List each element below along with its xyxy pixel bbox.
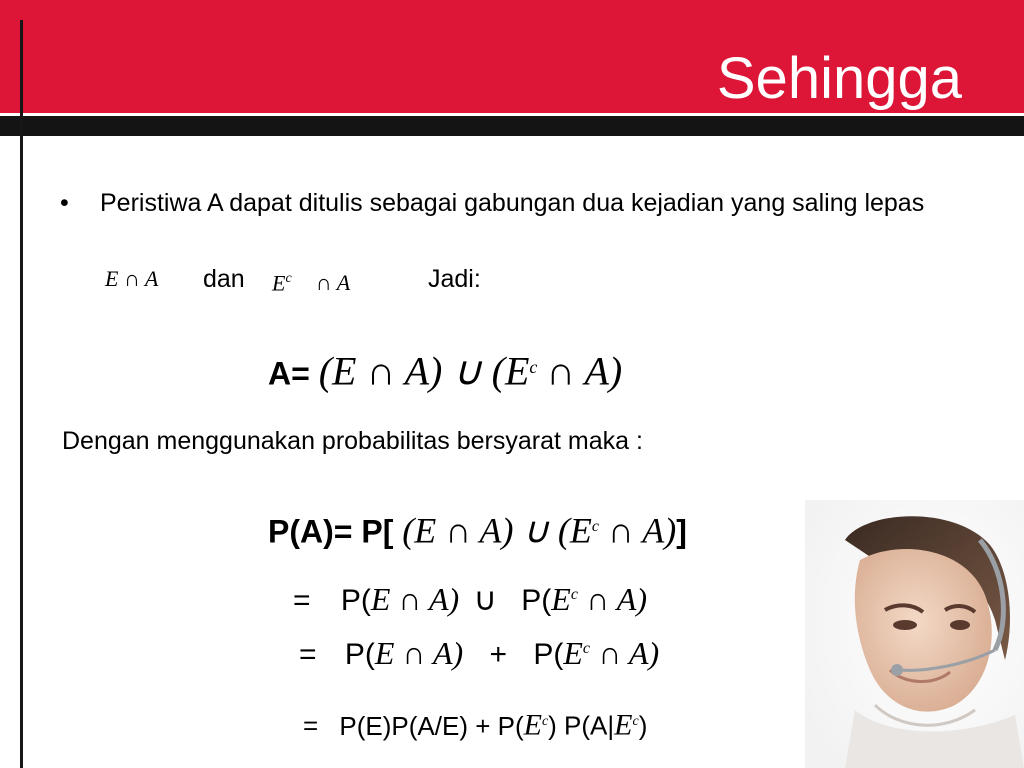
eq3-p2: P( (533, 638, 564, 671)
bullet-text: Peristiwa A dapat ditulis sebagai gabungan dua kejadian yang saling lepas (100, 189, 925, 217)
expr-ec-intersect-a (272, 262, 350, 296)
eq2-e2: E (551, 581, 571, 617)
eq3-e1: E ∩ A) (374, 635, 464, 671)
eq3-p1: P( (344, 638, 375, 671)
eq1-sup: c (591, 518, 599, 535)
eq3-plus: + (489, 638, 508, 671)
expr2-base: E (272, 270, 286, 296)
eq4-end: ) (638, 710, 648, 741)
bullet-dot: • (60, 189, 69, 217)
eq-a-end: ∩ A) (546, 348, 623, 394)
expr2-rest: ∩ A (315, 270, 351, 296)
eq3-end: ∩ A) (598, 635, 660, 671)
expr1-text: E ∩ A (105, 266, 159, 291)
eq2-e1: E ∩ A) (370, 581, 460, 617)
jadi-label: Jadi: (428, 265, 481, 293)
eq2-end: ∩ A) (586, 581, 647, 617)
equation-a (268, 342, 622, 399)
headset-agent-portrait (805, 500, 1024, 768)
eq2-p2: P( (521, 584, 552, 617)
expr-e-intersect-a (105, 262, 158, 296)
eq4-equals: = (303, 710, 319, 741)
header-black-rule (0, 116, 1024, 136)
eq-a-label: A= (268, 355, 310, 392)
expr2-sup: c (285, 271, 292, 286)
eq-a-sup: c (529, 357, 538, 377)
eq4-e2: E (614, 708, 633, 742)
eq1-expr: (E ∩ A) ∪ (E (402, 510, 592, 551)
eq4-lead: P(E)P(A/E) + P( (339, 710, 524, 741)
eq3-e2: E (563, 635, 583, 671)
equation-3 (299, 626, 659, 678)
equation-1 (268, 502, 687, 557)
eq2-sup: c (570, 586, 578, 603)
eq1-end: ∩ A) (607, 510, 677, 551)
dan-label: dan (203, 265, 245, 293)
eq1-label: P(A)= P[ (268, 513, 394, 550)
eq3-equals: = (299, 638, 317, 671)
equation-4 (303, 700, 647, 748)
eq4-mid: ) P(A| (548, 710, 615, 741)
eq4-e1: E (523, 708, 542, 742)
eq2-p1: P( (340, 584, 371, 617)
eq4-sup1: c (541, 714, 549, 729)
eq2-equals: = (293, 584, 311, 617)
equation-2 (293, 572, 647, 624)
left-vertical-rule (20, 20, 23, 768)
eq-a-expr: (E ∩ A) ∪ (E (318, 348, 530, 394)
eq2-union: ∪ (473, 581, 497, 617)
eq3-sup: c (582, 640, 591, 657)
slide-title: Sehingga (716, 46, 962, 111)
conditional-probability-text: Dengan menggunakan probabilitas bersyarat maka : (62, 427, 643, 455)
eq4-sup2: c (632, 714, 639, 729)
eq1-close: ] (676, 513, 687, 550)
